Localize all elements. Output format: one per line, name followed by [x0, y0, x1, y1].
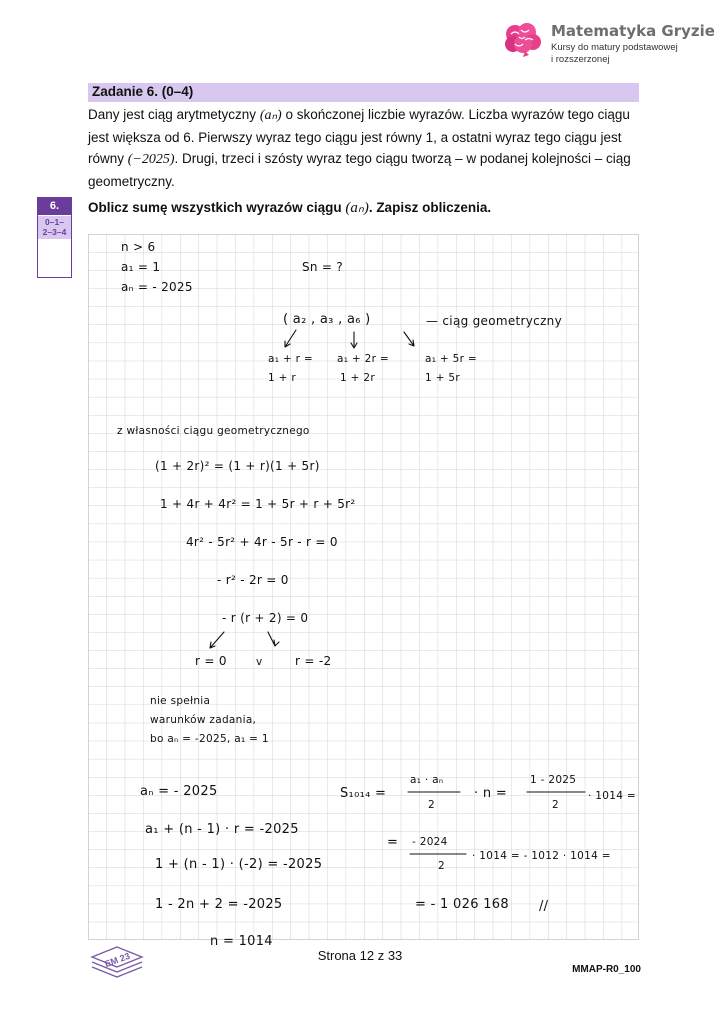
hw-a1: a₁ = 1: [121, 260, 161, 274]
instruction-b: . Zapisz obliczenia.: [368, 200, 492, 215]
brand-subtitle-line1: Kursy do matury podstawowej: [551, 42, 678, 53]
task-line-3b: . Drugi, trzeci i szósty wyraz tego ciągu tworzą – w podanej kolejności – ciąg: [174, 151, 631, 166]
hw-a6-val: 1 + 5r: [425, 372, 460, 384]
hw-a2-expr: a₁ + r =: [268, 353, 313, 365]
hw-eq1: (1 + 2r)² = (1 + r)(1 + 5r): [155, 459, 320, 473]
hw-eq5: - r (r + 2) = 0: [222, 611, 309, 625]
hw-final-result: = - 1 026 168: [415, 897, 509, 912]
hw-eq2: 1 + 4r + 4r² = 1 + 5r + r + 5r²: [160, 497, 356, 511]
hw-frac3-num: - 2024: [412, 836, 448, 848]
sequence-symbol: (aₙ): [259, 108, 282, 123]
hw-a6-expr: a₁ + 5r =: [425, 353, 477, 365]
hw-frac1-den: 2: [428, 799, 435, 811]
points-line-1: 0–1–: [45, 217, 64, 227]
hw-note-line1: nie spełnia: [150, 695, 211, 707]
exam-code: MMAP-R0_100: [572, 964, 641, 975]
hw-chain: · 1014 = - 1012 · 1014 =: [472, 850, 611, 862]
exam-logo-text: EM 23: [103, 950, 132, 970]
hw-a3-expr: a₁ + 2r =: [337, 353, 389, 365]
hw-geometric-label: — ciąg geometryczny: [426, 314, 562, 328]
hw-n-result: n = 1014: [210, 934, 273, 949]
points-line-2: 2–3–4: [42, 227, 67, 237]
task-line-2: jest większa od 6. Pierwszy wyraz tego ciągu jest równy 1, a ostatni wyraz tego ciągu jest: [88, 129, 622, 145]
hw-or-symbol: v: [256, 656, 263, 668]
hw-sum-label: S₁₀₁₄ =: [340, 786, 387, 801]
task-line-1a: Dany jest ciąg arytmetyczny: [88, 107, 260, 122]
hw-l2: a₁ + (n - 1) · r = -2025: [145, 822, 299, 837]
hw-frac2-den: 2: [552, 799, 559, 811]
hw-times-1014: · 1014 =: [588, 790, 636, 802]
hw-l4: 1 - 2n + 2 = -2025: [155, 897, 283, 912]
hw-a3-val: 1 + 2r: [340, 372, 375, 384]
hw-l1: aₙ = - 2025: [140, 784, 218, 799]
instruction-symbol: (aₙ): [345, 200, 369, 216]
hw-r-zero: r = 0: [195, 654, 227, 668]
task-number: 6.: [38, 198, 71, 215]
task-title: Zadanie 6. (0–4): [92, 84, 194, 99]
hw-an: aₙ = - 2025: [121, 280, 193, 294]
hw-l3: 1 + (n - 1) · (-2) = -2025: [155, 857, 323, 872]
page-number: Strona 12 z 33: [317, 948, 403, 963]
hw-geometric-triple: ( a₂ , a₃ , a₆ ): [283, 312, 371, 327]
hw-eq4: - r² - 2r = 0: [217, 573, 289, 587]
hw-a2-val: 1 + r: [268, 372, 296, 384]
hw-property-note: z własności ciągu geometrycznego: [117, 425, 310, 437]
task-line-4: geometryczny.: [88, 173, 175, 189]
hw-frac3-den: 2: [438, 860, 445, 872]
hw-note-line3: bo aₙ = -2025, a₁ = 1: [150, 733, 269, 745]
hw-note-line2: warunków zadania,: [150, 714, 257, 726]
instruction-a: Oblicz sumę wszystkich wyrazów ciągu: [88, 200, 346, 215]
hw-times-n: · n =: [474, 786, 508, 801]
brand-title: Matematyka Gryzie: [551, 22, 715, 40]
hw-eq3: 4r² - 5r² + 4r - 5r - r = 0: [186, 535, 338, 549]
hw-frac1-num: a₁ · aₙ: [410, 774, 444, 786]
hw-r-minus-two: r = -2: [295, 654, 332, 668]
hw-sn-question: Sn = ?: [302, 260, 344, 274]
task-line-1b: o skończonej liczbie wyrazów. Liczba wyrazów tego ciągu: [281, 107, 630, 122]
brand-subtitle-line2: i rozszerzonej: [551, 54, 610, 65]
task-line-3a: równy: [88, 151, 128, 166]
hw-final-mark: //: [539, 899, 549, 914]
hw-n-condition: n > 6: [121, 240, 156, 254]
hw-frac2-num: 1 - 2025: [530, 774, 577, 786]
hw-eq-sign: =: [387, 835, 399, 850]
last-term-value: (−2025): [127, 152, 175, 167]
